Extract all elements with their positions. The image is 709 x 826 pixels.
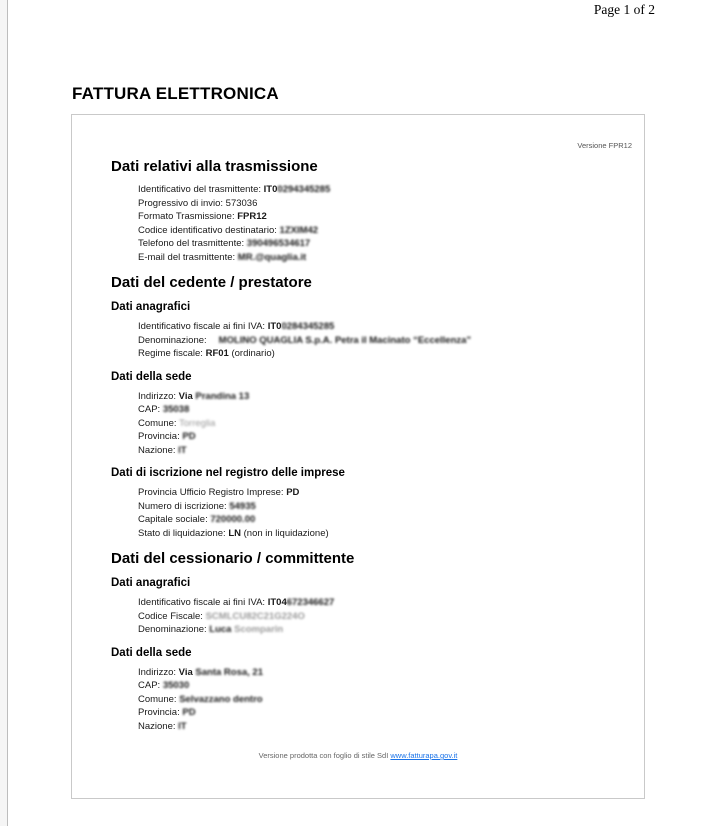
field-cessionario-nazione: Nazione: IT <box>138 720 187 732</box>
section-cessionario <box>72 550 644 733</box>
field-list <box>138 320 632 361</box>
subheading-cedente-anagrafici: Dati anagrafici <box>111 301 191 313</box>
field-cedente-provincia: Provincia: PD <box>138 431 196 442</box>
field-cedente-denominazione: Denominazione: MOLINO QUAGLIA S.p.A. Petra il Macinato “Eccellenza” <box>138 334 472 346</box>
subheading-cessionario-sede: Dati della sede <box>111 646 192 659</box>
section-heading-trasmissione: Dati relativi alla trasmissione <box>111 158 318 175</box>
field-cedente-comune: Comune: Torreglia <box>138 417 216 429</box>
fatturapa-link[interactable]: www.fatturapa.gov.it <box>390 751 458 760</box>
field-list <box>138 666 632 734</box>
field-cedente-regime-fiscale: Regime fiscale: RF01 (ordinario) <box>138 348 275 359</box>
subheading-cedente-sede: Dati della sede <box>111 370 192 383</box>
stylesheet-footer <box>72 751 644 760</box>
subheading-cessionario-anagrafici: Dati anagrafici <box>111 577 191 589</box>
field-cedente-nazione: Nazione: IT <box>138 444 187 456</box>
field-list <box>138 390 632 458</box>
section-heading-cessionario: Dati del cessionario / committente <box>111 550 355 567</box>
field-progressivo-invio: Progressivo di invio: 573036 <box>138 197 258 209</box>
field-cedente-cap: CAP: 35038 <box>138 404 190 415</box>
page-indicator: Page 1 of 2 <box>593 2 655 17</box>
field-email-trasmittente: E-mail del trasmittente: MR.@quaglia.it <box>138 251 307 263</box>
field-identificativo-trasmittente: Identificativo del trasmittente: IT00294345285 <box>138 184 331 195</box>
field-list <box>138 596 632 637</box>
field-telefono-trasmittente: Telefono del trasmittente: 390496534617 <box>138 238 311 249</box>
field-cedente-indirizzo: Indirizzo: Via Prandina 13 <box>138 390 250 402</box>
section-cedente <box>72 274 644 540</box>
field-cessionario-iva: Identificativo fiscale ai fini IVA: IT04672346627 <box>138 597 335 608</box>
field-registro-stato-liquidazione: Stato di liquidazione: LN (non in liquidazione) <box>138 527 329 539</box>
field-cessionario-provincia: Provincia: PD <box>138 707 196 718</box>
field-cessionario-cap: CAP: 35030 <box>138 680 190 691</box>
field-registro-provincia: Provincia Ufficio Registro Imprese: PD <box>138 487 300 498</box>
field-list <box>138 486 632 540</box>
field-cessionario-comune: Comune: Selvazzano dentro <box>138 693 263 705</box>
invoice-document-frame <box>71 114 645 799</box>
field-cedente-iva: Identificativo fiscale ai fini IVA: IT00284345285 <box>138 321 335 332</box>
field-registro-numero: Numero di iscrizione: 54935 <box>138 500 256 512</box>
field-cessionario-codice-fiscale: Codice Fiscale: SCMLCU82C21G224O <box>138 610 305 622</box>
field-formato-trasmissione: Formato Trasmissione: FPR12 <box>138 211 267 222</box>
field-list <box>138 183 632 264</box>
footer-text: Versione prodotta con foglio di stile SdI <box>258 751 391 760</box>
field-cessionario-indirizzo: Indirizzo: Via Santa Rosa, 21 <box>138 666 263 678</box>
section-trasmissione <box>72 158 644 264</box>
field-registro-capitale: Capitale sociale: 720000.00 <box>138 514 256 525</box>
field-codice-destinatario: Codice identificativo destinatario: 1ZXIM42 <box>138 224 319 236</box>
field-cessionario-denominazione: Denominazione: Luca Scomparin <box>138 624 284 635</box>
subheading-cedente-registro: Dati di iscrizione nel registro delle imprese <box>111 467 345 479</box>
viewer-page-edge <box>0 0 8 826</box>
section-heading-cedente: Dati del cedente / prestatore <box>111 274 312 291</box>
page-title: FATTURA ELETTRONICA <box>72 84 279 103</box>
version-label: Versione FPR12 <box>577 141 632 150</box>
